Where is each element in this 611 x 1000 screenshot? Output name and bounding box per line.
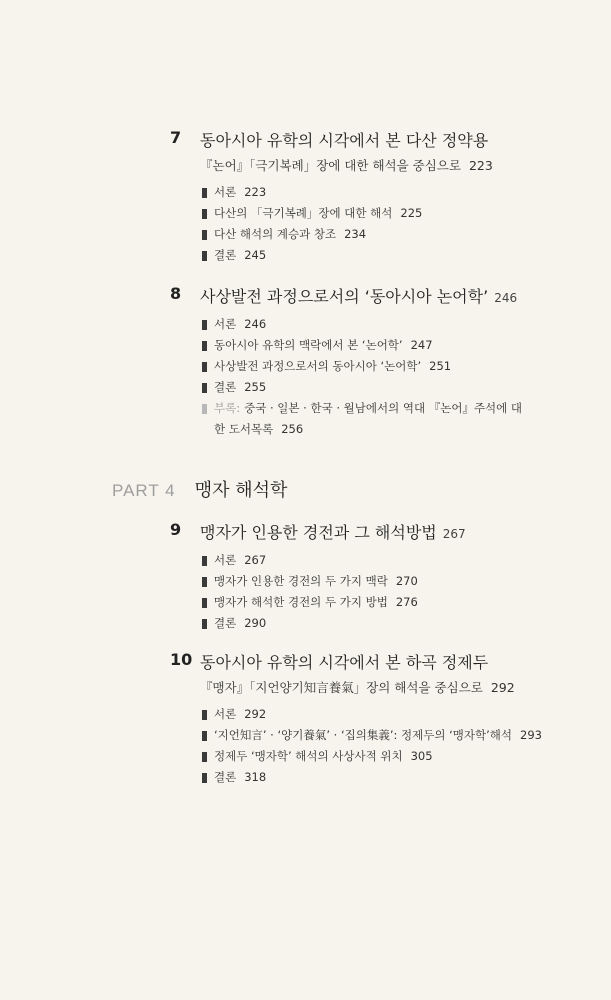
- toc-item: 서론 292: [202, 704, 570, 725]
- toc-item-appendix: 부록: 중국 · 일본 · 한국 · 월남에서의 역대 『논어』주석에 대한 도서목록 256: [202, 398, 524, 440]
- chapter-number: 8: [170, 284, 182, 303]
- toc-item: 결론 245: [202, 245, 570, 266]
- bullet-icon: [202, 362, 207, 372]
- chapter-title: 사상발전 과정으로서의 ‘동아시아 논어학’ 246: [200, 287, 518, 306]
- chapter-10: [170, 650, 570, 788]
- chapter-number: 10: [170, 650, 193, 669]
- part-title: 맹자 해석학: [194, 480, 288, 501]
- toc-item: 결론 318: [202, 767, 570, 788]
- bullet-icon: [202, 556, 207, 566]
- chapter-7: [170, 128, 570, 266]
- bullet-icon: [202, 188, 207, 198]
- bullet-icon: [202, 752, 207, 762]
- toc-item: 결론 255: [202, 377, 570, 398]
- chapter-9: [170, 520, 570, 634]
- bullet-icon: [202, 230, 207, 240]
- chapter-number: 7: [170, 128, 182, 147]
- toc-item: 정제두 ‘맹자학’ 해석의 사상사적 위치 305: [202, 746, 570, 767]
- part-label: PART 4: [112, 481, 176, 500]
- page-number: 246: [494, 291, 518, 305]
- chapter-subtitle: 『맹자』「지언양기知言養氣」장의 해석을 중심으로 292: [200, 680, 515, 695]
- toc-item: 서론 267: [202, 550, 570, 571]
- toc-item: 사상발전 과정으로서의 동아시아 ‘논어학’ 251: [202, 356, 570, 377]
- part-heading: [112, 476, 287, 502]
- page-number: 292: [490, 680, 515, 695]
- bullet-icon: [202, 731, 207, 741]
- chapter-title: 동아시아 유학의 시각에서 본 다산 정약용: [200, 131, 489, 150]
- page-number: 223: [468, 158, 493, 173]
- bullet-icon: [202, 251, 207, 261]
- chapter-subtitle: 『논어』「극기복례」장에 대한 해석을 중심으로 223: [200, 158, 493, 173]
- chapter-title: 동아시아 유학의 시각에서 본 하곡 정제두: [200, 653, 489, 672]
- toc-item: 서론 246: [202, 314, 570, 335]
- chapter-title: 맹자가 인용한 경전과 그 해석방법 267: [200, 523, 466, 542]
- bullet-icon: [202, 209, 207, 219]
- toc-item: 동아시아 유학의 맥락에서 본 ‘논어학’ 247: [202, 335, 570, 356]
- toc-item: 다산의 「극기복례」장에 대한 해석 225: [202, 203, 570, 224]
- toc-item: 결론 290: [202, 613, 570, 634]
- bullet-icon: [202, 710, 207, 720]
- toc-item: 맹자가 해석한 경전의 두 가지 방법 276: [202, 592, 570, 613]
- bullet-icon: [202, 320, 207, 330]
- chapter-number: 9: [170, 520, 182, 539]
- bullet-icon: [202, 773, 207, 783]
- chapter-8: [170, 284, 570, 440]
- bullet-icon: [202, 577, 207, 587]
- toc-item: ‘지언知言’ · ‘양기養氣’ · ‘집의集義’: 정제두의 ‘맹자학’해석 293: [202, 725, 570, 746]
- toc-item: 맹자가 인용한 경전의 두 가지 맥락 270: [202, 571, 570, 592]
- bullet-icon: [202, 404, 207, 414]
- bullet-icon: [202, 383, 207, 393]
- toc-item: 서론 223: [202, 182, 570, 203]
- toc-item: 다산 해석의 계승과 창조 234: [202, 224, 570, 245]
- bullet-icon: [202, 619, 207, 629]
- bullet-icon: [202, 341, 207, 351]
- page-number: 267: [442, 527, 466, 541]
- bullet-icon: [202, 598, 207, 608]
